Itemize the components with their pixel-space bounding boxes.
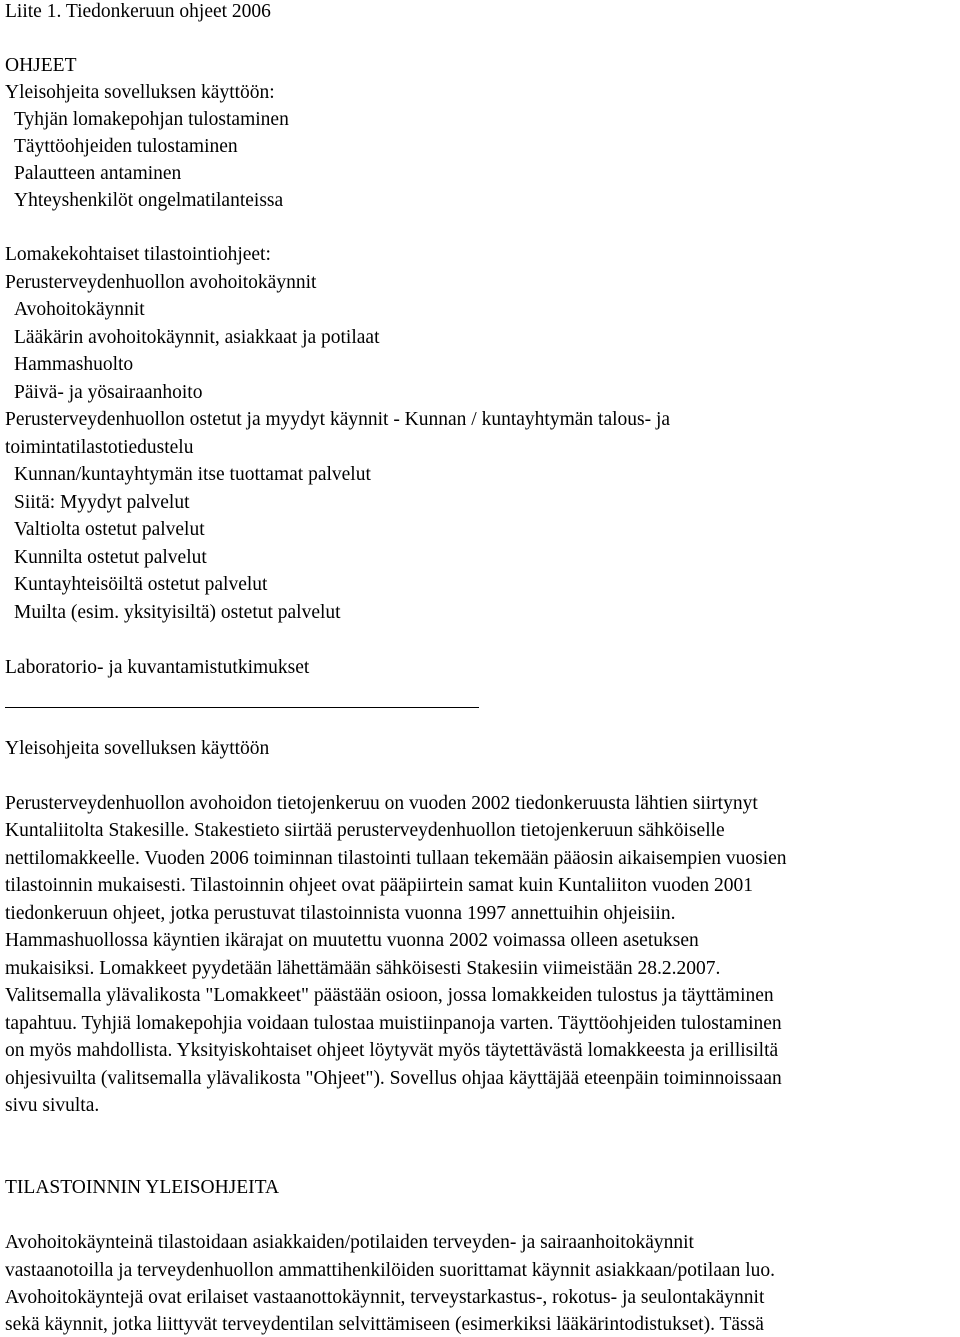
toc-general-heading[interactable]: Yleisohjeita sovelluksen käyttöön: — [5, 82, 275, 103]
general-paragraph-line: Kuntaliitolta Stakesille. Stakestieto siirtää perusterveydenhuollon tietojenkeruun sähköiselle — [5, 820, 725, 841]
general-paragraph-line: Perusterveydenhuollon avohoidon tietojenkeruu on vuoden 2002 tiedonkeruusta lähtien siirtynyt — [5, 793, 758, 814]
general-paragraph-line: tiedonkeruun ohjeet, jotka perustuvat tilastoinnista vuonna 1997 annettuihin ohjeisiin. — [5, 903, 676, 924]
toc-item-federation-purchased[interactable]: Kuntayhteisöiltä ostetut palvelut — [14, 574, 268, 595]
stats-section-heading: TILASTOINNIN YLEISOHJEITA — [5, 1177, 280, 1198]
general-paragraph-line: tilastoinnin mukaisesti. Tilastoinnin ohjeet ovat pääpiirtein samat kuin Kuntaliiton vuoden 2001 — [5, 875, 753, 896]
general-paragraph-line: mukaisiksi. Lomakkeet pyydetään lähettämään sähköisesti Stakesiin viimeistään 28.2.2007. — [5, 958, 721, 979]
toc-item-outpatient-visits[interactable]: Avohoitokäynnit — [14, 299, 145, 320]
toc-item-contacts[interactable]: Yhteyshenkilöt ongelmatilanteissa — [14, 190, 284, 211]
stats-paragraph-line: Avohoitokäynteinä tilastoidaan asiakkaiden/potilaiden terveyden- ja sairaanhoitokäynnit — [5, 1232, 694, 1253]
toc-item-municipality-purchased[interactable]: Kunnilta ostetut palvelut — [14, 547, 207, 568]
general-paragraph-line: nettilomakkeelle. Vuoden 2006 toiminnan tilastointi tullaan tekemään pääosin aikaisempien vuosien — [5, 848, 787, 869]
toc-item-physician-visits[interactable]: Lääkärin avohoitokäynnit, asiakkaat ja potilaat — [14, 327, 380, 348]
toc-item-feedback[interactable]: Palautteen antaminen — [14, 163, 182, 184]
stats-paragraph-line: Avohoitokäyntejä ovat erilaiset vastaanottokäynnit, terveystarkastus-, rokotus- ja seulontakäynnit — [5, 1287, 765, 1308]
toc-item-day-night-care[interactable]: Päivä- ja yösairaanhoito — [14, 382, 203, 403]
toc-item-own-services[interactable]: Kunnan/kuntayhtymän itse tuottamat palvelut — [14, 464, 371, 485]
divider — [5, 707, 479, 708]
toc-heading: OHJEET — [5, 55, 77, 76]
general-paragraph-line: tapahtuu. Tyhjiä lomakepohjia voidaan tulostaa muistiinpanoja varten. Täyttöohjeiden tulostaminen — [5, 1013, 782, 1034]
toc-item-dental-care[interactable]: Hammashuolto — [14, 354, 134, 375]
toc-item-sold-services[interactable]: Siitä: Myydyt palvelut — [14, 492, 190, 513]
stats-paragraph-line: sekä käynnit, jotka liittyvät terveydentilan selvittämiseen (esimerkiksi lääkärintodistukset). Tässä — [5, 1314, 764, 1335]
toc-purchased-heading-cont[interactable]: toimintatilastotiedustelu — [5, 437, 194, 458]
stats-paragraph-line: vastaanotoilla ja terveydenhuollon ammattihenkilöiden suorittamat käynnit asiakkaan/potilaan luo. — [5, 1260, 776, 1281]
toc-phc-heading[interactable]: Perusterveydenhuollon avohoitokäynnit — [5, 272, 317, 293]
general-paragraph-line: Valitsemalla ylävalikosta "Lomakkeet" päästään osioon, jossa lomakkeiden tulostus ja täyttäminen — [5, 985, 774, 1006]
toc-item-state-purchased[interactable]: Valtiolta ostetut palvelut — [14, 519, 205, 540]
appendix-title: Liite 1. Tiedonkeruun ohjeet 2006 — [5, 1, 271, 22]
general-paragraph-line: on myös mahdollista. Yksityiskohtaiset ohjeet löytyvät myös täytettävästä lomakkeesta ja erillisiltä — [5, 1040, 779, 1061]
general-paragraph-line: sivu sivulta. — [5, 1095, 100, 1116]
toc-lab-heading[interactable]: Laboratorio- ja kuvantamistutkimukset — [5, 657, 310, 678]
toc-item-print-blank-form[interactable]: Tyhjän lomakepohjan tulostaminen — [14, 109, 289, 130]
toc-form-heading: Lomakekohtaiset tilastointiohjeet: — [5, 244, 271, 265]
toc-item-other-purchased[interactable]: Muilta (esim. yksityisiltä) ostetut palvelut — [14, 602, 341, 623]
general-paragraph-line: ohjesivuilta (valitsemalla ylävalikosta "Ohjeet"). Sovellus ohjaa käyttäjää eteenpäin toiminnoissaan — [5, 1068, 782, 1089]
toc-item-print-instructions[interactable]: Täyttöohjeiden tulostaminen — [14, 136, 238, 157]
general-section-heading: Yleisohjeita sovelluksen käyttöön — [5, 738, 270, 759]
toc-purchased-heading[interactable]: Perusterveydenhuollon ostetut ja myydyt käynnit - Kunnan / kuntayhtymän talous- ja — [5, 409, 671, 430]
general-paragraph-line: Hammashuollossa käyntien ikärajat on muutettu vuonna 2002 voimassa olleen asetuksen — [5, 930, 699, 951]
